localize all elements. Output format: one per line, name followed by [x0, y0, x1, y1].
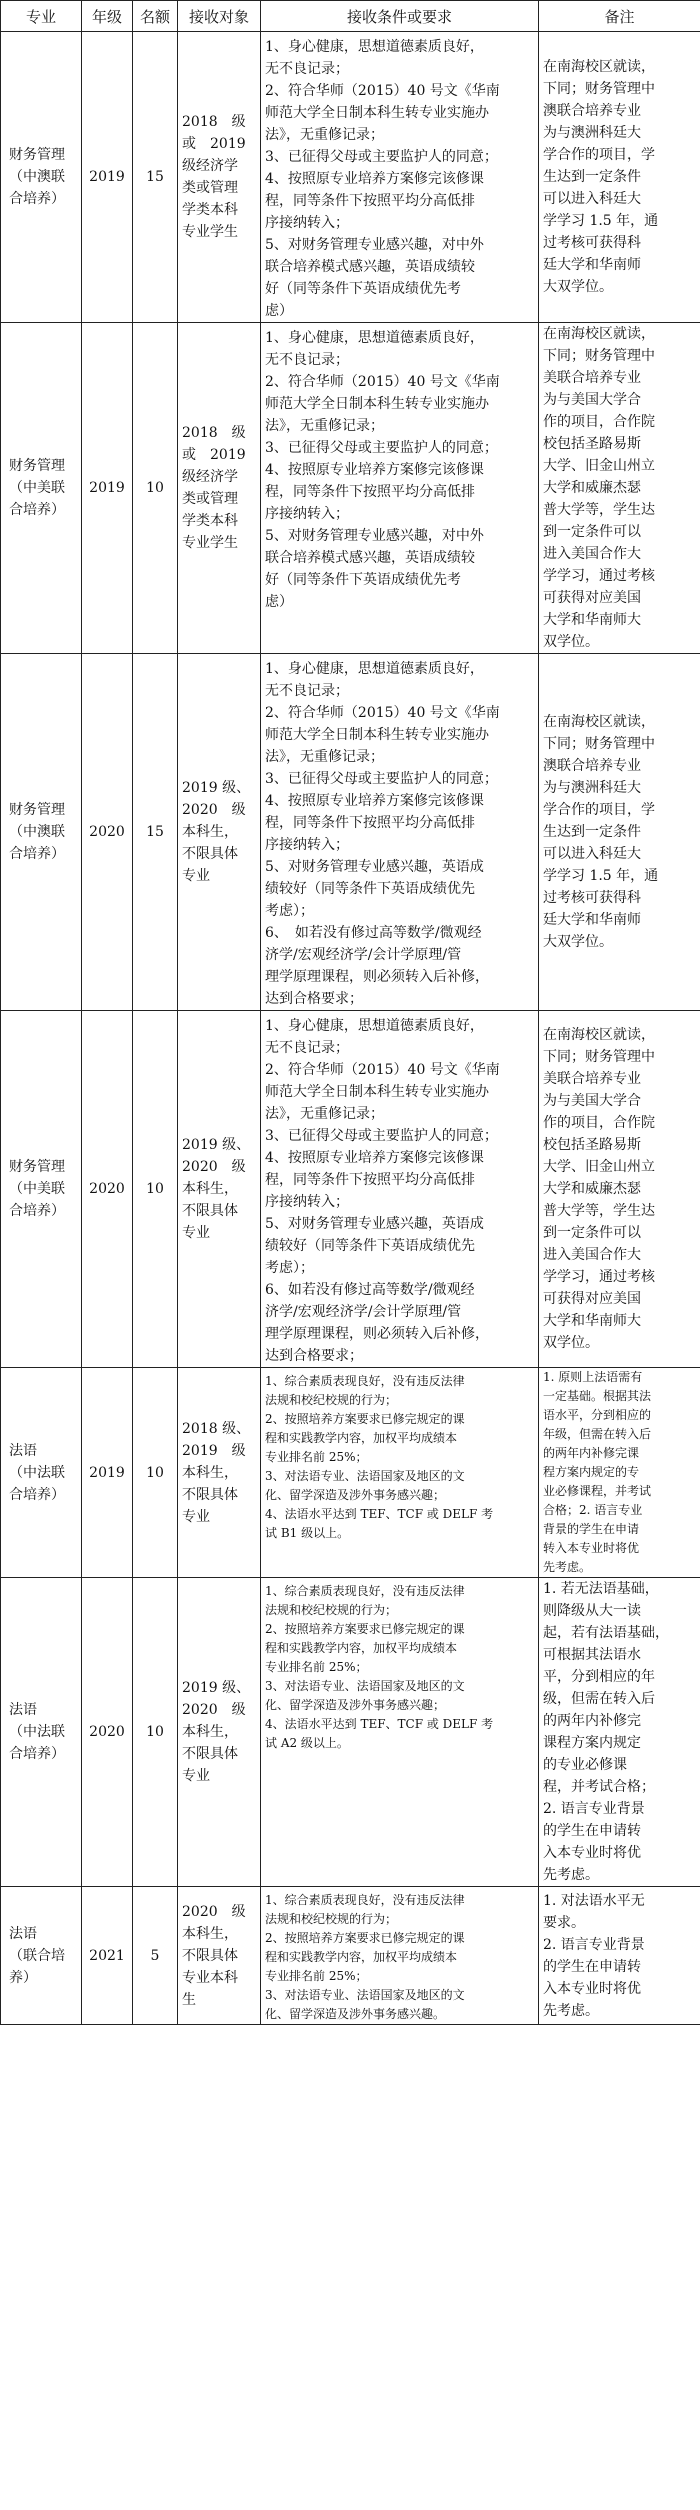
notes-line: 起，若有法语基础， [543, 1625, 669, 1641]
header-conditions: 接收条件或要求 [261, 1, 539, 32]
cell-major [1, 1011, 82, 1368]
notes-line: 校包括圣路易斯 [543, 1137, 641, 1153]
notes-line: 业必修课程，并考试 [543, 1484, 652, 1498]
cell-year: 2019 [82, 323, 133, 654]
target-line: 级经济学 [182, 158, 238, 174]
major-line: 合培养） [9, 502, 65, 518]
major-line: 法语 [9, 1925, 37, 1942]
target-line: 2019 级、 [182, 1680, 251, 1696]
notes-line: 合格；2. 语言专业 [543, 1503, 643, 1517]
conditions-line: 1、综合素质表现良好，没有违反法律 [265, 1893, 465, 1907]
notes-line: 学学习，通过考核 [543, 568, 655, 584]
conditions-line: 法》，无重修记录； [265, 749, 384, 765]
notes-line: 作的项目，合作院 [543, 414, 655, 430]
notes-line: 要求。 [543, 1914, 585, 1931]
major-line: 财务管理 [9, 147, 65, 163]
notes-line: 先考虑。 [543, 2002, 599, 2019]
conditions-line: 2、符合华师（2015）40 号文《华南 [265, 374, 500, 390]
conditions-line: 程，同等条件下按照平均分高低排 [265, 484, 475, 500]
table-row [1, 1578, 700, 1887]
conditions-line: 4、按照原专业培养方案修完该修课 [265, 462, 484, 478]
conditions-line: 理学原理课程，则必须转入后补修， [265, 969, 489, 985]
notes-line: 大双学位。 [543, 279, 613, 295]
notes-line: 一定基础。根据其法 [543, 1389, 652, 1403]
table-row [1, 654, 700, 1011]
notes-line: 大学和华南师大 [543, 612, 641, 628]
conditions-line: 5、对财务管理专业感兴趣，英语成 [265, 1216, 484, 1232]
conditions-line: 2、符合华师（2015）40 号文《华南 [265, 705, 500, 721]
notes-line: 学合作的项目，学 [543, 802, 655, 818]
conditions-line: 联合培养模式感兴趣，英语成绩较 [265, 259, 475, 275]
cell-notes [539, 1578, 700, 1887]
target-line: 不限具体 [182, 846, 238, 862]
notes-line: 美联合培养专业 [543, 370, 641, 386]
notes-line: 平，分到相应的年 [543, 1669, 655, 1685]
conditions-line: 5、对财务管理专业感兴趣，对中外 [265, 237, 484, 253]
target-line: 本科生， [182, 1724, 238, 1740]
conditions-line: 师范大学全日制本科生转专业实施办 [265, 727, 489, 743]
notes-line: 在南海校区就读， [543, 714, 655, 730]
conditions-line: 无不良记录； [265, 61, 349, 77]
target-line: 生 [182, 1991, 196, 2008]
conditions-line: 师范大学全日制本科生转专业实施办 [265, 105, 489, 121]
major-line: 法语 [9, 1442, 37, 1459]
notes-line: 进入美国合作大 [543, 546, 641, 562]
notes-line: 入本专业时将优 [543, 1980, 641, 1997]
notes-line: 过考核可获得科 [543, 890, 641, 906]
conditions-line: 试 A2 级以上。 [265, 1736, 349, 1750]
notes-line: 程方案内规定的专 [543, 1465, 640, 1479]
notes-line: 可根据其法语水 [543, 1647, 641, 1663]
cell-major [1, 1887, 82, 2025]
cell-target [178, 1011, 261, 1368]
cell-quota: 5 [133, 1887, 178, 2025]
target-line: 专业学生 [182, 535, 238, 551]
notes-line: 普大学等，学生达 [543, 1203, 655, 1219]
target-line: 2018 级、 [182, 1420, 251, 1437]
target-line: 不限具体 [182, 1203, 238, 1219]
notes-line: 的两年内补修完 [543, 1713, 641, 1729]
conditions-line: 理学原理课程，则必须转入后补修， [265, 1326, 489, 1342]
conditions-line: 2、符合华师（2015）40 号文《华南 [265, 1062, 500, 1078]
cell-target [178, 323, 261, 654]
target-line: 专业 [182, 1768, 210, 1784]
cell-notes [539, 1011, 700, 1368]
header-row [1, 1, 700, 32]
notes-line: 到一定条件可以 [543, 1225, 641, 1241]
conditions-line: 6、如若没有修过高等数学/微观经 [265, 1282, 475, 1298]
header-major: 专业 [1, 1, 82, 32]
conditions-line: 1、身心健康，思想道德素质良好， [265, 1018, 484, 1034]
target-line: 或 2019 [182, 447, 246, 463]
target-line: 2019 级 [182, 1442, 246, 1459]
major-line: 法语 [9, 1702, 37, 1718]
target-line: 2018 级 [182, 114, 246, 130]
conditions-line: 3、对法语专业、法语国家及地区的文 [265, 1988, 465, 2002]
notes-line: 转入本专业时将优 [543, 1541, 640, 1555]
conditions-line: 1、身心健康，思想道德素质良好， [265, 330, 484, 346]
notes-line: 年级，但需在转入后 [543, 1427, 652, 1441]
target-line: 本科生， [182, 1464, 238, 1481]
table-row [1, 1887, 700, 2025]
notes-line: 过考核可获得科 [543, 235, 641, 251]
conditions-line: 法》，无重修记录； [265, 418, 384, 434]
conditions-line: 程，同等条件下按照平均分高低排 [265, 1172, 475, 1188]
conditions-line: 专业排名前 25%； [265, 1450, 368, 1464]
major-line: 合培养） [9, 1746, 65, 1762]
notes-line: 大学、旧金山州立 [543, 458, 655, 474]
conditions-line: 无不良记录； [265, 1040, 349, 1056]
cell-major [1, 323, 82, 654]
conditions-line: 专业排名前 25%； [265, 1969, 368, 1983]
notes-line: 的学生在申请转 [543, 1958, 641, 1975]
target-line: 类或管理 [182, 491, 238, 507]
cell-major [1, 32, 82, 323]
cell-major [1, 654, 82, 1011]
conditions-line: 5、对财务管理专业感兴趣，对中外 [265, 528, 484, 544]
notes-line: 则降级从大一读 [543, 1603, 641, 1619]
cell-year: 2020 [82, 1011, 133, 1368]
conditions-line: 虑） [265, 303, 293, 319]
target-line: 专业 [182, 1508, 210, 1525]
table-row [1, 1011, 700, 1368]
major-line: （联合培 [9, 1947, 65, 1964]
notes-line: 下同；财务管理中 [543, 81, 655, 97]
cell-quota: 10 [133, 1368, 178, 1578]
notes-line: 可获得对应美国 [543, 590, 641, 606]
conditions-line: 4、法语水平达到 TEF、TCF 或 DELF 考 [265, 1507, 494, 1521]
major-line: （中美联 [9, 480, 65, 496]
cell-conditions [261, 323, 539, 654]
notes-line: 澳联合培养专业 [543, 103, 641, 119]
target-line: 级经济学 [182, 469, 238, 485]
conditions-line: 4、按照原专业培养方案修完该修课 [265, 171, 484, 187]
notes-line: 生达到一定条件 [543, 824, 641, 840]
notes-line: 为与美国大学合 [543, 1093, 641, 1109]
target-line: 专业本科 [182, 1969, 238, 1986]
cell-notes [539, 654, 700, 1011]
notes-line: 大学、旧金山州立 [543, 1159, 655, 1175]
table-body [1, 32, 700, 2025]
table-row [1, 1368, 700, 1578]
notes-line: 语水平，分到相应的 [543, 1408, 652, 1422]
notes-line: 先考虑。 [543, 1867, 599, 1883]
notes-line: 普大学等，学生达 [543, 502, 655, 518]
conditions-line: 1、综合素质表现良好，没有违反法律 [265, 1584, 465, 1598]
notes-line: 下同；财务管理中 [543, 1049, 655, 1065]
notes-line: 下同；财务管理中 [543, 736, 655, 752]
notes-line: 大学和威廉杰瑟 [543, 480, 641, 496]
major-line: 财务管理 [9, 802, 65, 818]
notes-line: 可获得对应美国 [543, 1291, 641, 1307]
target-line: 本科生， [182, 824, 238, 840]
cell-notes [539, 323, 700, 654]
target-line: 2020 级 [182, 1903, 246, 1920]
notes-line: 到一定条件可以 [543, 524, 641, 540]
conditions-line: 2、按照培养方案要求已修完规定的课 [265, 1412, 465, 1426]
conditions-line: 序接纳转入； [265, 506, 349, 522]
conditions-line: 程，同等条件下按照平均分高低排 [265, 193, 475, 209]
conditions-line: 6、 如若没有修过高等数学/微观经 [265, 925, 482, 941]
cell-conditions [261, 1578, 539, 1887]
cell-target [178, 1578, 261, 1887]
notes-line: 校包括圣路易斯 [543, 436, 641, 452]
header-quota: 名额 [133, 1, 178, 32]
conditions-line: 法规和校纪校规的行为； [265, 1393, 398, 1407]
target-line: 2020 级 [182, 1702, 246, 1718]
conditions-line: 专业排名前 25%； [265, 1660, 368, 1674]
cell-major [1, 1368, 82, 1578]
cell-quota: 10 [133, 323, 178, 654]
major-line: （中澳联 [9, 824, 65, 840]
conditions-line: 4、法语水平达到 TEF、TCF 或 DELF 考 [265, 1717, 494, 1731]
conditions-line: 法规和校纪校规的行为； [265, 1603, 398, 1617]
conditions-line: 虑） [265, 594, 293, 610]
major-line: （中法联 [9, 1464, 65, 1481]
conditions-line: 联合培养模式感兴趣，英语成绩较 [265, 550, 475, 566]
notes-line: 1. 若无法语基础， [543, 1581, 659, 1597]
target-line: 学类本科 [182, 202, 238, 218]
major-line: （中美联 [9, 1181, 65, 1197]
conditions-line: 绩较好（同等条件下英语成绩优先 [265, 881, 475, 897]
notes-line: 的两年内补修完课 [543, 1446, 640, 1460]
conditions-line: 3、对法语专业、法语国家及地区的文 [265, 1469, 465, 1483]
conditions-line: 序接纳转入； [265, 215, 349, 231]
conditions-line: 3、已征得父母或主要监护人的同意； [265, 149, 498, 165]
major-line: （中澳联 [9, 169, 65, 185]
header-target: 接收对象 [178, 1, 261, 32]
table-row [1, 323, 700, 654]
target-line: 2018 级 [182, 425, 246, 441]
cell-quota: 15 [133, 654, 178, 1011]
conditions-line: 无不良记录； [265, 352, 349, 368]
notes-line: 生达到一定条件 [543, 169, 641, 185]
cell-quota: 15 [133, 32, 178, 323]
target-line: 2019 级、 [182, 1137, 251, 1153]
cell-quota: 10 [133, 1578, 178, 1887]
notes-line: 学学习 1.5 年，通 [543, 213, 659, 229]
target-line: 或 2019 [182, 136, 246, 152]
conditions-line: 程和实践教学内容，加权平均成绩本 [265, 1950, 458, 1964]
notes-line: 程，并考试合格； [543, 1779, 655, 1795]
notes-line: 在南海校区就读， [543, 326, 655, 342]
notes-line: 学合作的项目，学 [543, 147, 655, 163]
major-line: 合培养） [9, 1203, 65, 1219]
target-line: 专业 [182, 868, 210, 884]
notes-line: 级，但需在转入后 [543, 1691, 655, 1707]
notes-line: 可以进入科廷大 [543, 846, 641, 862]
cell-quota: 10 [133, 1011, 178, 1368]
notes-line: 澳联合培养专业 [543, 758, 641, 774]
conditions-line: 法规和校纪校规的行为； [265, 1912, 398, 1926]
conditions-line: 3、已征得父母或主要监护人的同意； [265, 771, 498, 787]
cell-conditions [261, 1368, 539, 1578]
conditions-line: 达到合格要求； [265, 991, 363, 1007]
target-line: 专业学生 [182, 224, 238, 240]
conditions-line: 师范大学全日制本科生转专业实施办 [265, 1084, 489, 1100]
major-line: 养） [9, 1969, 37, 1986]
cell-year: 2019 [82, 32, 133, 323]
major-line: 财务管理 [9, 1159, 65, 1175]
target-line: 不限具体 [182, 1947, 238, 1964]
target-line: 2020 级 [182, 802, 246, 818]
conditions-line: 程，同等条件下按照平均分高低排 [265, 815, 475, 831]
conditions-line: 好（同等条件下英语成绩优先考 [265, 281, 461, 297]
major-line: （中法联 [9, 1724, 65, 1740]
cell-conditions [261, 1011, 539, 1368]
notes-line: 在南海校区就读， [543, 1027, 655, 1043]
conditions-line: 序接纳转入； [265, 1194, 349, 1210]
header-notes: 备注 [539, 1, 700, 32]
cell-year: 2021 [82, 1887, 133, 2025]
header-year: 年级 [82, 1, 133, 32]
major-line: 合培养） [9, 846, 65, 862]
notes-line: 学学习 1.5 年，通 [543, 868, 659, 884]
conditions-line: 2、按照培养方案要求已修完规定的课 [265, 1622, 465, 1636]
notes-line: 下同；财务管理中 [543, 348, 655, 364]
conditions-line: 2、符合华师（2015）40 号文《华南 [265, 83, 500, 99]
notes-line: 的专业必修课 [543, 1757, 627, 1773]
notes-line: 先考虑。 [543, 1560, 592, 1574]
notes-line: 大学和威廉杰瑟 [543, 1181, 641, 1197]
target-line: 学类本科 [182, 513, 238, 529]
notes-line: 美联合培养专业 [543, 1071, 641, 1087]
conditions-line: 化、留学深造及涉外事务感兴趣。 [265, 2007, 446, 2021]
conditions-line: 5、对财务管理专业感兴趣，英语成 [265, 859, 484, 875]
conditions-line: 化、留学深造及涉外事务感兴趣； [265, 1698, 446, 1712]
conditions-line: 试 B1 级以上。 [265, 1526, 350, 1540]
notes-line: 1. 原则上法语需有 [543, 1370, 643, 1384]
cell-target [178, 1887, 261, 2025]
target-line: 本科生， [182, 1925, 238, 1942]
cell-conditions [261, 654, 539, 1011]
table-row [1, 32, 700, 323]
notes-line: 在南海校区就读， [543, 59, 655, 75]
notes-line: 作的项目，合作院 [543, 1115, 655, 1131]
conditions-line: 4、按照原专业培养方案修完该修课 [265, 1150, 484, 1166]
conditions-line: 1、综合素质表现良好，没有违反法律 [265, 1374, 465, 1388]
conditions-line: 2、按照培养方案要求已修完规定的课 [265, 1931, 465, 1945]
notes-line: 为与美国大学合 [543, 392, 641, 408]
notes-line: 为与澳洲科廷大 [543, 780, 641, 796]
target-line: 类或管理 [182, 180, 238, 196]
notes-line: 进入美国合作大 [543, 1247, 641, 1263]
notes-line: 双学位。 [543, 634, 599, 650]
notes-line: 廷大学和华南师 [543, 912, 641, 928]
notes-line: 大学和华南师大 [543, 1313, 641, 1329]
target-line: 不限具体 [182, 1746, 238, 1762]
notes-line: 学学习，通过考核 [543, 1269, 655, 1285]
conditions-line: 无不良记录； [265, 683, 349, 699]
conditions-line: 法》，无重修记录； [265, 127, 384, 143]
conditions-line: 程和实践教学内容，加权平均成绩本 [265, 1431, 458, 1445]
conditions-line: 济学/宏观经济学/会计学原理/管 [265, 947, 462, 963]
target-line: 本科生， [182, 1181, 238, 1197]
cell-major [1, 1578, 82, 1887]
target-line: 2019 级、 [182, 780, 251, 796]
notes-line: 可以进入科廷大 [543, 191, 641, 207]
cell-target [178, 1368, 261, 1578]
conditions-line: 达到合格要求； [265, 1348, 363, 1364]
conditions-line: 化、留学深造及涉外事务感兴趣； [265, 1488, 446, 1502]
notes-line: 廷大学和华南师 [543, 257, 641, 273]
conditions-line: 1、身心健康，思想道德素质良好， [265, 661, 484, 677]
conditions-line: 好（同等条件下英语成绩优先考 [265, 572, 461, 588]
conditions-line: 1、身心健康，思想道德素质良好， [265, 39, 484, 55]
conditions-line: 师范大学全日制本科生转专业实施办 [265, 396, 489, 412]
major-line: 合培养） [9, 191, 65, 207]
conditions-line: 序接纳转入； [265, 837, 349, 853]
conditions-line: 济学/宏观经济学/会计学原理/管 [265, 1304, 462, 1320]
cell-notes [539, 32, 700, 323]
cell-conditions [261, 32, 539, 323]
notes-line: 大双学位。 [543, 934, 613, 950]
major-line: 财务管理 [9, 458, 65, 474]
major-line: 合培养） [9, 1486, 65, 1503]
target-line: 专业 [182, 1225, 210, 1241]
cell-notes [539, 1368, 700, 1578]
notes-line: 2. 语言专业背景 [543, 1936, 645, 1953]
conditions-line: 3、已征得父母或主要监护人的同意； [265, 440, 498, 456]
notes-line: 2. 语言专业背景 [543, 1801, 645, 1817]
notes-line: 入本专业时将优 [543, 1845, 641, 1861]
cell-year: 2020 [82, 654, 133, 1011]
notes-line: 为与澳洲科廷大 [543, 125, 641, 141]
cell-year: 2019 [82, 1368, 133, 1578]
conditions-line: 3、已征得父母或主要监护人的同意； [265, 1128, 498, 1144]
notes-line: 的学生在申请转 [543, 1823, 641, 1839]
conditions-line: 考虑）； [265, 1260, 314, 1276]
conditions-line: 程和实践教学内容，加权平均成绩本 [265, 1641, 458, 1655]
conditions-line: 绩较好（同等条件下英语成绩优先 [265, 1238, 475, 1254]
notes-line: 1. 对法语水平无 [543, 1892, 645, 1909]
conditions-line: 3、对法语专业、法语国家及地区的文 [265, 1679, 465, 1693]
conditions-line: 考虑）； [265, 903, 314, 919]
target-line: 不限具体 [182, 1486, 238, 1503]
conditions-line: 法》，无重修记录； [265, 1106, 384, 1122]
notes-line: 背景的学生在申请 [543, 1522, 640, 1536]
cell-year: 2020 [82, 1578, 133, 1887]
notes-line: 课程方案内规定 [543, 1735, 641, 1751]
notes-line: 双学位。 [543, 1335, 599, 1351]
cell-target [178, 32, 261, 323]
cell-target [178, 654, 261, 1011]
conditions-line: 4、按照原专业培养方案修完该修课 [265, 793, 484, 809]
target-line: 2020 级 [182, 1159, 246, 1175]
cell-notes [539, 1887, 700, 2025]
cell-conditions [261, 1887, 539, 2025]
